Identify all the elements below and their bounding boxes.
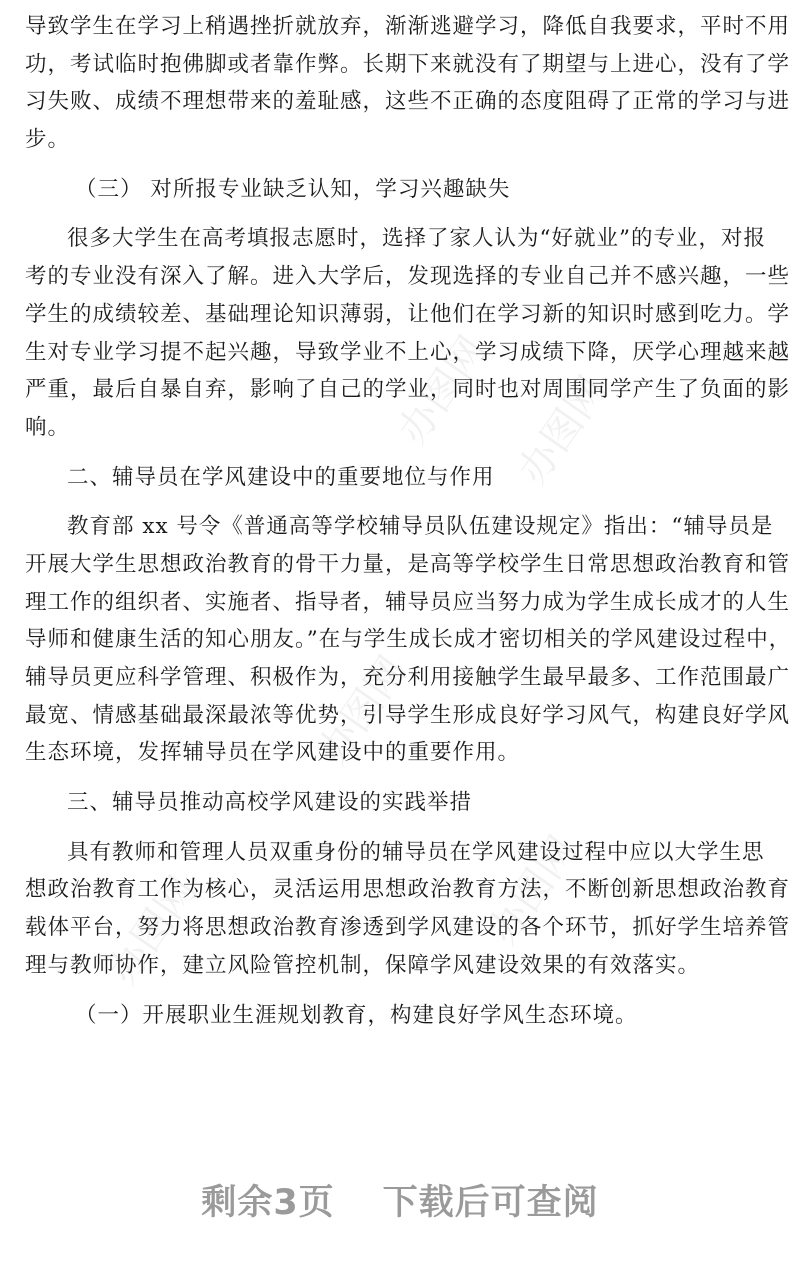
text-line: 三、辅导员推动高校学风建设的实践举措 [67,790,473,816]
watermark: 办图网 [99,868,207,993]
text-line: 教育部 xx 号令《普通高等学校辅导员队伍建设规定》指出：“辅导员是 [67,514,774,540]
text-line: 习失败、成绩不理想带来的羞耻感，这些不正确的态度阻碍了正常的学习与进 [25,89,791,115]
text-line: 想政治教育工作为核心，灵活运用思想政治教育方法，不断创新思想政治教育 [25,877,791,903]
text-line: 具有教师和管理人员双重身份的辅导员在学风建设过程中应以大学生思 [67,839,765,865]
text-line: 导师和健康生活的知心朋友。”在与学生成长成才密切相关的学风建设过程中， [25,627,792,653]
download-prompt[interactable] [0,1175,800,1225]
paragraph [25,508,792,772]
watermark: 办图网 [309,648,417,773]
document-body [25,8,792,1034]
paragraph [25,8,791,159]
watermark: 办图网 [509,368,617,493]
text-line: 响。 [25,414,71,440]
section-heading [25,784,749,822]
watermark: 办图网 [479,828,587,953]
paragraph [25,834,791,985]
watermark: 办图网 [389,328,497,453]
text-line: 步。 [25,127,71,153]
text-line: 生对专业学习提不起兴趣，导致学业不上心，学习成绩下降，厌学心理越来越 [25,339,791,365]
text-line: 很多大学生在高考填报志愿时，选择了家人认为“好就业”的专业，对报 [67,226,766,252]
text-line: 学生的成绩较差、基础理论知识薄弱，让他们在学习新的知识时感到吃力。学 [25,301,791,327]
text-line: 导致学生在学习上稍遇挫折就放弃，渐渐逃避学习，降低自我要求，平时不用 [25,14,791,39]
text-line: 辅导员更应科学管理、积极作为，充分利用接触学生最早最多、工作范围最广 [25,665,791,690]
text-line: 严重，最后自暴自弃，影响了自己的学业，同时也对周围同学产生了负面的影 [25,377,791,403]
text-line: 最宽、情感基础最深最浓等优势，引导学生形成良好学习风气，构建良好学风 [25,702,791,728]
text-line: 考的专业没有深入了解。进入大学后，发现选择的专业自己并不感兴趣，一些 [25,264,791,290]
text-line: 生态环境，发挥辅导员在学风建设中的重要作用。 [25,740,521,766]
download-to-view-label: 下载后可查阅 [382,1183,599,1223]
paragraph [25,220,791,446]
text-line: 理工作的组织者、实施者、指导者，辅导员应当努力成为学生成长成才的人生 [25,589,791,615]
text-line: 功，考试临时抱佛脚或者靠作弊。长期下来就没有了期望与上进心，没有了学 [25,51,791,77]
text-line: 二、辅导员在学风建设中的重要地位与作用 [67,464,495,490]
text-line: 开展大学生思想政治教育的骨干力量，是高等学校学生日常思想政治教育和管 [25,551,791,577]
remaining-pages-label: 剩余3页 [201,1183,335,1223]
text-line: 理与教师协作，建立风险管控机制，保障学风建设效果的有效落实。 [25,952,701,978]
subsection-heading [25,171,749,209]
text-line: 载体平台，努力将思想政治教育渗透到学风建设的各个环节，抓好学生培养管 [25,915,791,941]
section-heading [25,459,749,497]
subsection-heading [25,997,749,1035]
text-line: （三） 对所报专业缺乏认知，学习兴趣缺失 [75,176,511,202]
text-line: （一）开展职业生涯规划教育，构建良好学风生态环境。 [75,1002,638,1028]
